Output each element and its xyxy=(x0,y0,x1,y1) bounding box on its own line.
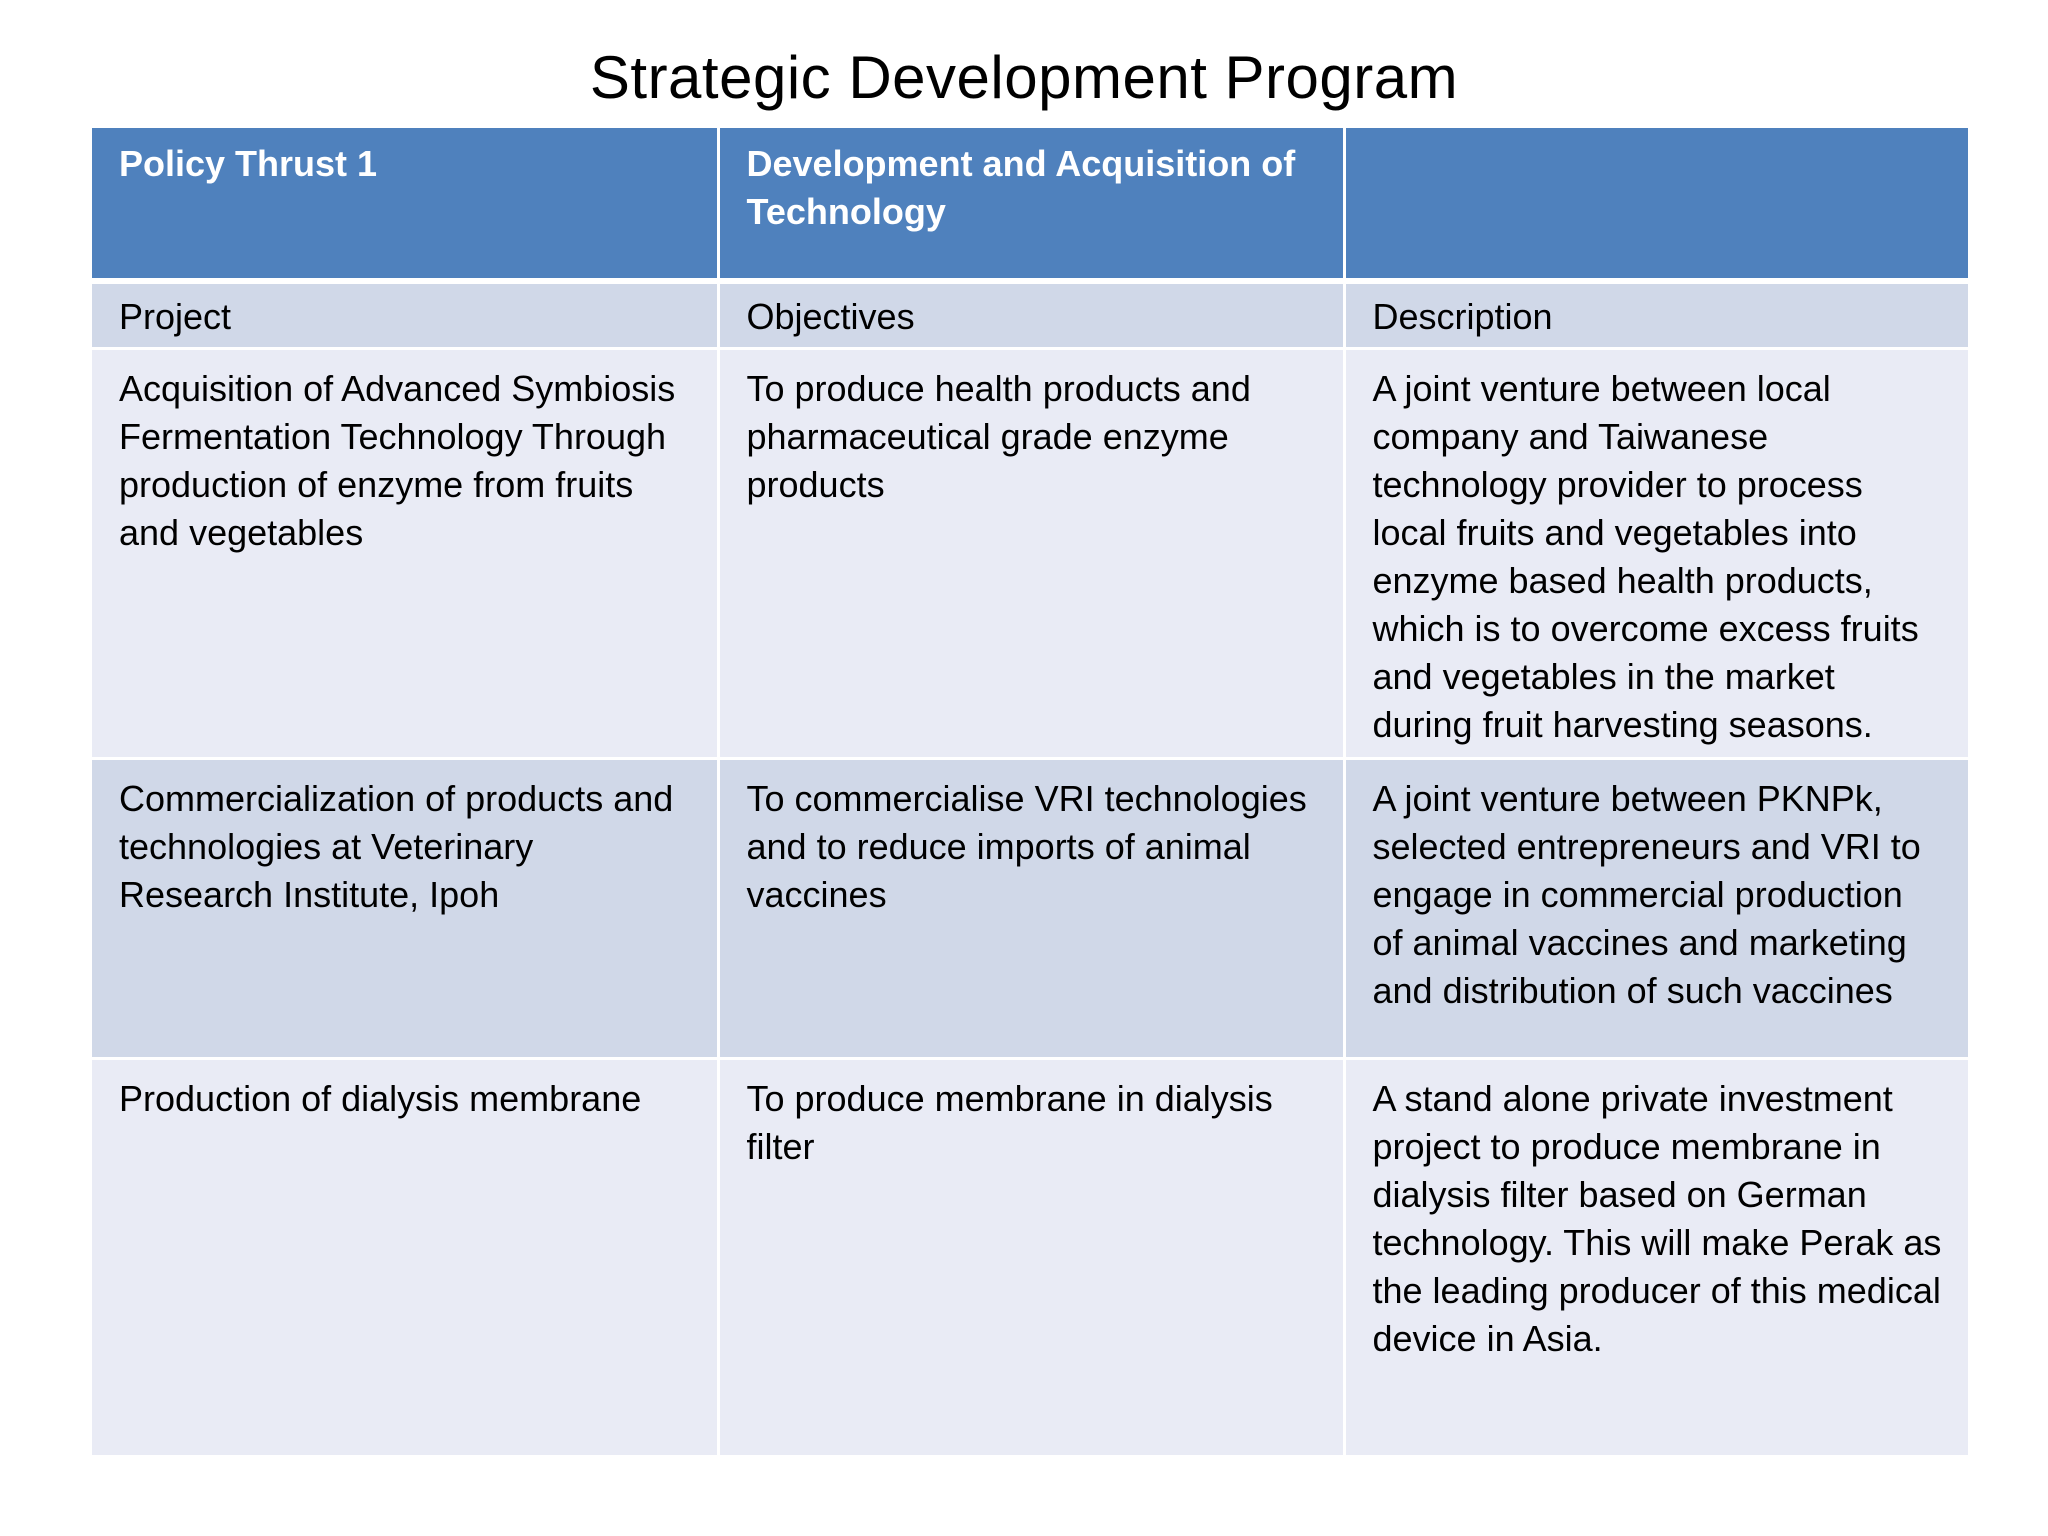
cell-objectives: To produce membrane in dialysis filter xyxy=(718,1059,1344,1456)
column-header-objectives: Objectives xyxy=(718,281,1344,349)
header-empty-cell xyxy=(1344,128,1968,281)
table-header-row xyxy=(92,128,1968,281)
header-thrust-title: Development and Acquisition of Technology xyxy=(718,128,1344,281)
program-table xyxy=(92,128,1968,1455)
strategy-table xyxy=(92,128,1968,1455)
cell-objectives: To produce health products and pharmaceutical grade enzyme products xyxy=(718,349,1344,759)
table-row xyxy=(92,349,1968,759)
table-row xyxy=(92,1059,1968,1456)
cell-description: A joint venture between local company and Taiwanese technology provider to process local fruits and vegetables into enzyme based health products, which is to overcome excess fruits and vegetables in the market during fruit harvesting seasons. xyxy=(1344,349,1968,759)
slide-title: Strategic Development Program xyxy=(589,44,1459,111)
cell-project: Commercialization of products and technologies at Veterinary Research Institute, Ipoh xyxy=(92,759,718,1059)
cell-project: Production of dialysis membrane xyxy=(92,1059,718,1456)
table-row xyxy=(92,759,1968,1059)
header-policy-thrust: Policy Thrust 1 xyxy=(92,128,718,281)
cell-project: Acquisition of Advanced Symbiosis Fermentation Technology Through production of enzyme from fruits and vegetables xyxy=(92,349,718,759)
cell-objectives: To commercialise VRI technologies and to reduce imports of animal vaccines xyxy=(718,759,1344,1059)
cell-description: A stand alone private investment project to produce membrane in dialysis filter based on German technology. This will make Perak as the leading producer of this medical device in Asia. xyxy=(1344,1059,1968,1456)
cell-description: A joint venture between PKNPk, selected entrepreneurs and VRI to engage in commercial production of animal vaccines and marketing and distribution of such vaccines xyxy=(1344,759,1968,1059)
column-header-description: Description xyxy=(1344,281,1968,349)
column-header-project: Project xyxy=(92,281,718,349)
table-column-header-row xyxy=(92,281,1968,349)
